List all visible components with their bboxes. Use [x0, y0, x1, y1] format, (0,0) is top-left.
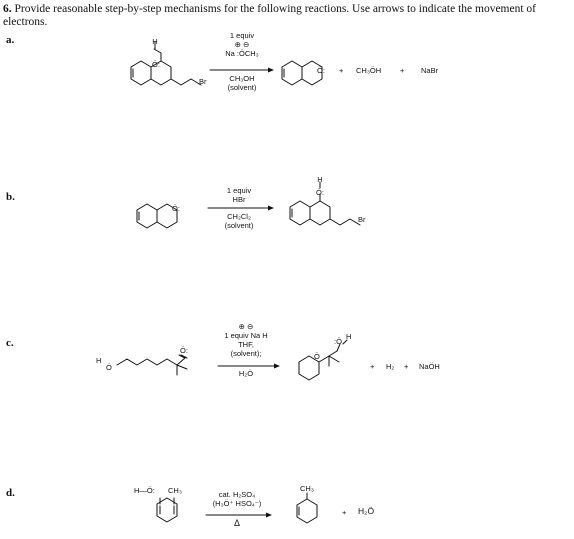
- part-c-O3: :Ö: [334, 337, 342, 346]
- part-b-ring-O: Ö:: [172, 204, 180, 213]
- part-c-O2: Ö:: [180, 346, 188, 355]
- part-a-reagents-below: CH₃OH (solvent): [227, 74, 257, 92]
- part-a-ring-O: Ö:: [317, 66, 325, 75]
- part-d-methyl: CH₃: [168, 486, 182, 495]
- part-d-reagents-above: cat. H₂SO₄ (H₃Ö⁺ HSO₄⁻): [212, 490, 262, 508]
- part-d-hydroxyl: H—Ö:: [134, 486, 155, 495]
- part-c-plus-2: +: [404, 362, 409, 371]
- part-c-H2: H: [346, 332, 352, 341]
- question-number: 6.: [3, 3, 12, 15]
- part-d-product: [297, 493, 317, 523]
- part-c-reagents-above: ⊕ ⊖ 1 equiv Na H THF, (solvent);: [224, 322, 268, 358]
- part-a-label: a.: [6, 34, 15, 46]
- part-a-Br: Br: [199, 77, 207, 86]
- part-d-product-methyl: CH₃: [300, 484, 314, 493]
- part-d-label: d.: [6, 487, 15, 499]
- part-b-label: b.: [6, 191, 15, 203]
- part-c-plus-1: +: [370, 362, 375, 371]
- part-b-O: Ö:: [316, 188, 324, 197]
- part-a-plus-1: +: [339, 66, 344, 75]
- part-a-O: Ö:: [152, 60, 160, 69]
- part-c-reagents-below: H₂Ö: [238, 369, 254, 378]
- part-d-reagents-below: Δ: [233, 518, 240, 528]
- part-b-Br: Br: [358, 215, 366, 224]
- part-a-product-nabr: NaBr: [421, 66, 439, 75]
- question-body: Provide reasonable step-by-step mechanisms for the following reactions. Use arrows to indicate the movement of electrons.: [3, 3, 537, 28]
- part-b-reactant: [137, 204, 177, 228]
- part-c-reactant: [117, 355, 187, 375]
- part-c-product-h2: H₂: [386, 362, 395, 371]
- part-d-product-water: H₂Ö: [358, 506, 375, 516]
- part-c-O1: Ö: [106, 363, 112, 372]
- part-d-reactant: [157, 498, 177, 522]
- part-a-plus-2: +: [400, 66, 405, 75]
- part-b-product: [290, 182, 360, 225]
- part-c-ring-O: Ö: [314, 352, 320, 361]
- part-a-product: [282, 61, 322, 85]
- part-c-label: c.: [6, 337, 14, 349]
- part-a-H: H: [152, 37, 158, 46]
- part-c-H: H: [96, 356, 102, 365]
- part-d-plus: +: [342, 508, 347, 517]
- part-b-reagents-below: CH₂Cl₂ (solvent): [224, 212, 254, 230]
- part-a-reagents-above: 1 equiv ⊕ ⊖ Na :ÖCH₃: [225, 31, 259, 58]
- part-c-product-naoh: NaÖH: [419, 362, 440, 371]
- part-a-reactant: [131, 42, 201, 85]
- part-b-H: H: [317, 175, 323, 184]
- part-b-reagents-above: 1 equiv HBr: [226, 186, 252, 204]
- part-a-product-methanol: CH₃ÖH: [356, 66, 382, 75]
- part-c-product: [299, 340, 347, 380]
